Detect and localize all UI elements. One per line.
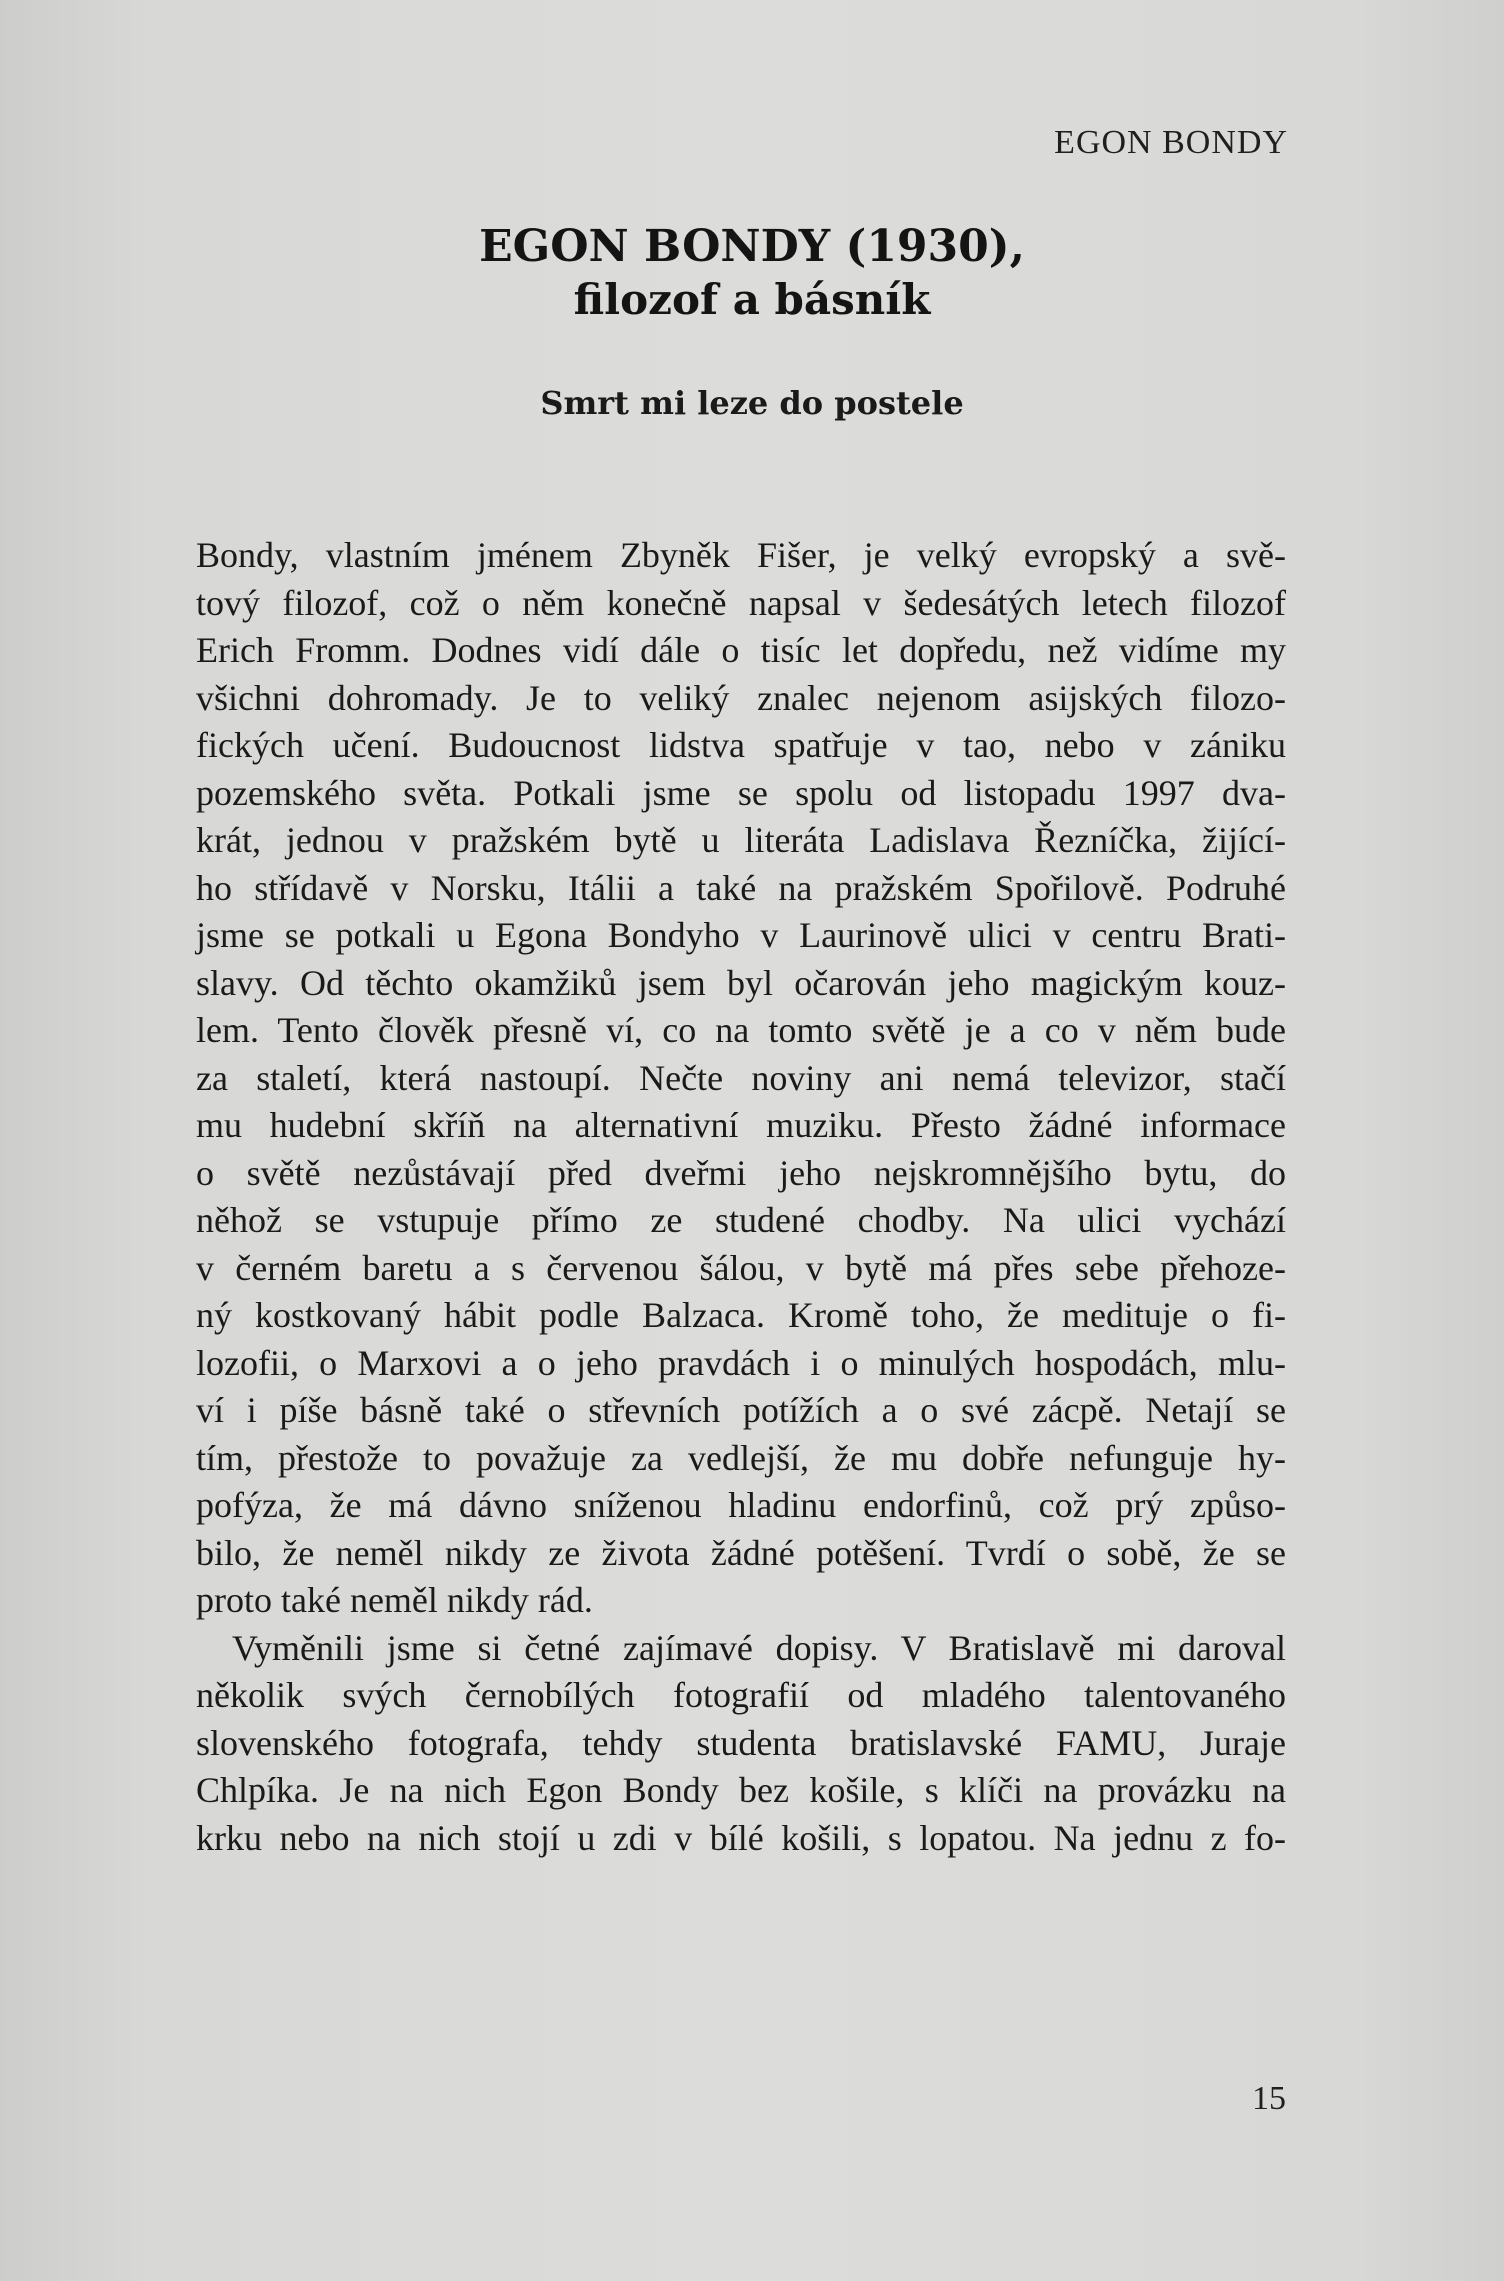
text-line: tím, přestože to považuje za vedlejší, že mu dobře nefunguje hy- — [196, 1437, 1286, 1478]
text-line: Erich Fromm. Dodnes vidí dále o tisíc let dopředu, než vidíme my — [196, 630, 1286, 670]
text-line: proto také neměl nikdy rád. — [196, 1580, 593, 1620]
chapter-title-line2: filozof a básník — [573, 275, 931, 324]
text-line: mu hudební skříň na alternativní muziku. Přesto žádné informace — [196, 1105, 1286, 1145]
text-line: Vyměnili jsme si četné zajímavé dopisy. V Bratislavě mi daroval — [232, 1627, 1286, 1668]
text-line: všichni dohromady. Je to veliký znalec nejenom asijských filozo- — [196, 677, 1286, 718]
chapter-subtitle: Smrt mi leze do postele — [540, 384, 964, 422]
text-line: ný kostkovaný hábit podle Balzaca. Kromě toho, že medituje o fi- — [196, 1295, 1286, 1335]
text-line: bilo, že neměl nikdy ze života žádné potěšení. Tvrdí o sobě, že se — [196, 1532, 1286, 1573]
text-line: pozemského světa. Potkali jsme se spolu od listopadu 1997 dva- — [196, 772, 1286, 813]
chapter-title-line1: EGON BONDY (1930), — [479, 221, 1025, 272]
text-line: jsme se potkali u Egona Bondyho v Laurinově ulici v centru Brati- — [196, 915, 1286, 955]
text-line: o světě nezůstávají před dveřmi jeho nejskromnějšího bytu, do — [196, 1152, 1286, 1193]
text-line: v černém baretu a s červenou šálou, v bytě má přes sebe přehoze- — [196, 1247, 1286, 1288]
body-text — [196, 532, 1286, 1862]
text-line: pofýza, že má dávno sníženou hladinu endorfinů, což prý způso- — [196, 1485, 1286, 1525]
text-line: za staletí, která nastoupí. Nečte noviny ani nemá televizor, stačí — [196, 1057, 1286, 1098]
text-line: krát, jednou v pražském bytě u literáta Ladislava Řezníčka, žijící- — [196, 820, 1286, 860]
text-line: ho střídavě v Norsku, Itálii a také na pražském Spořilově. Podruhé — [196, 867, 1286, 908]
text-line: ví i píše básně také o střevních potížích a o své zácpě. Netají se — [196, 1390, 1286, 1430]
text-line: slovenského fotografa, tehdy studenta bratislavské FAMU, Juraje — [196, 1722, 1286, 1763]
text-line: krku nebo na nich stojí u zdi v bílé košili, s lopatou. Na jednu z fo- — [196, 1817, 1286, 1858]
running-head: EGON BONDY — [1054, 124, 1288, 161]
page-number: 15 — [1252, 2080, 1286, 2117]
text-line: lozofii, o Marxovi a o jeho pravdách i o minulých hospodách, mlu- — [196, 1342, 1286, 1383]
text-line: lem. Tento člověk přesně ví, co na tomto světě je a co v něm bude — [196, 1010, 1286, 1050]
text-line: slavy. Od těchto okamžiků jsem byl očarován jeho magickým kouz- — [196, 962, 1286, 1003]
text-line: fických učení. Budoucnost lidstva spatřuje v tao, nebo v zániku — [196, 725, 1286, 765]
text-line: Chlpíka. Je na nich Egon Bondy bez košile, s klíči na provázku na — [196, 1770, 1286, 1810]
text-line: tový filozof, což o něm konečně napsal v šedesátých letech filozof — [196, 582, 1286, 623]
text-line: něhož se vstupuje přímo ze studené chodby. Na ulici vychází — [196, 1200, 1286, 1240]
chapter-title — [0, 220, 1504, 326]
text-line: Bondy, vlastním jménem Zbyněk Fišer, je velký evropský a svě- — [196, 535, 1286, 575]
text-line: několik svých černobílých fotografií od mladého talentovaného — [196, 1675, 1286, 1715]
